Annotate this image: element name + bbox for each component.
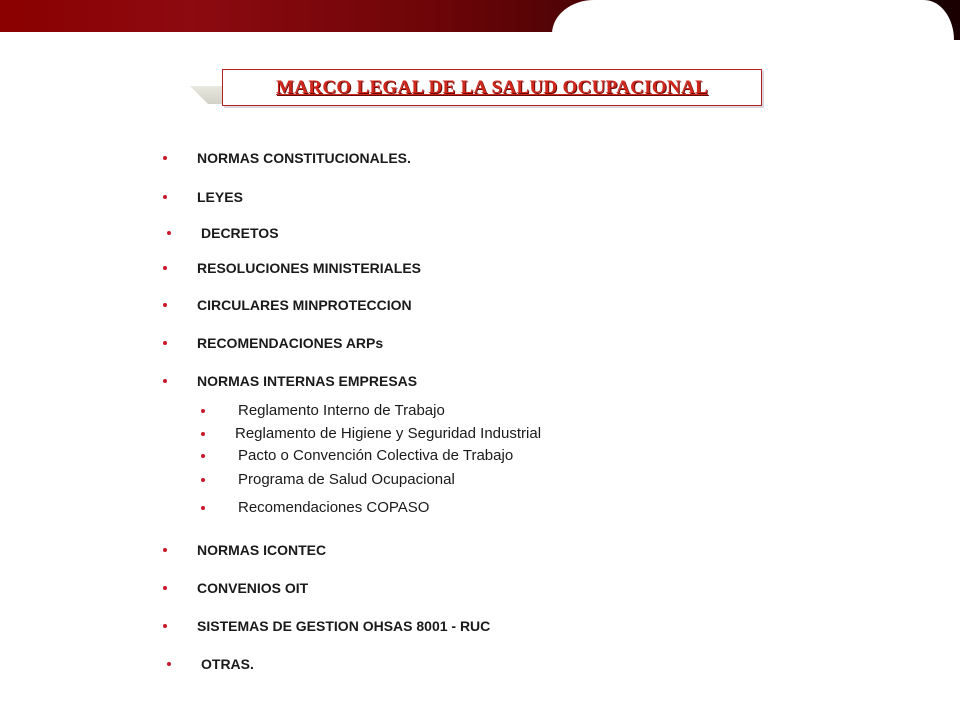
sub-list-item-label: Recomendaciones COPASO [238, 499, 430, 516]
bullet-icon [163, 624, 167, 628]
list-item-label: SISTEMAS DE GESTION OHSAS 8001 - RUC [197, 618, 491, 634]
sub-list-item-label: Pacto o Convención Colectiva de Trabajo [238, 447, 514, 464]
sub-list-item-label: Reglamento Interno de Trabajo [238, 402, 445, 419]
sub-list-item-label: Reglamento de Higiene y Seguridad Industrial [235, 425, 542, 442]
bullet-icon [163, 548, 167, 552]
list-item [163, 373, 417, 389]
slide-title: MARCO LEGAL DE LA SALUD OCUPACIONAL [276, 76, 708, 98]
list-item-label: NORMAS INTERNAS EMPRESAS [197, 373, 418, 389]
list-item-label: LEYES [197, 189, 243, 205]
bullet-icon [201, 454, 205, 458]
list-item [163, 335, 383, 351]
bullet-icon [163, 379, 167, 383]
bullet-icon [163, 195, 167, 199]
bullet-icon [201, 409, 205, 413]
bullet-icon [167, 662, 171, 666]
list-item-label: OTRAS. [201, 656, 254, 672]
list-item-label: NORMAS ICONTEC [197, 542, 327, 558]
bullet-icon [201, 478, 205, 482]
header-tab [552, 0, 954, 34]
bullet-icon [167, 231, 171, 235]
list-item-label: RESOLUCIONES MINISTERIALES [197, 260, 422, 276]
list-item [163, 297, 412, 313]
list-item-label: CIRCULARES MINPROTECCION [197, 297, 412, 313]
title-box [222, 69, 762, 106]
sub-list-item [201, 402, 445, 419]
list-item [163, 150, 411, 166]
list-item-label: NORMAS CONSTITUCIONALES. [197, 150, 411, 166]
sub-list-item [201, 425, 541, 442]
sub-list-item [201, 499, 429, 516]
bullet-icon [163, 156, 167, 160]
bullet-icon [163, 266, 167, 270]
list-item [167, 656, 254, 672]
list-item-label: DECRETOS [201, 225, 279, 241]
list-item [167, 225, 279, 241]
bullet-icon [201, 432, 205, 436]
list-item [163, 189, 243, 205]
sub-list-item [201, 471, 455, 488]
list-item [163, 580, 308, 596]
list-item-label: RECOMENDACIONES ARPs [197, 335, 384, 351]
bullet-icon [163, 303, 167, 307]
list-item [163, 542, 326, 558]
sub-list-item [201, 447, 513, 464]
list-item-label: CONVENIOS OIT [197, 580, 309, 596]
list-item [163, 260, 421, 276]
list-item [163, 618, 490, 634]
bullet-icon [163, 341, 167, 345]
bullet-icon [163, 586, 167, 590]
sub-list-item-label: Programa de Salud Ocupacional [238, 471, 455, 488]
bullet-icon [201, 506, 205, 510]
